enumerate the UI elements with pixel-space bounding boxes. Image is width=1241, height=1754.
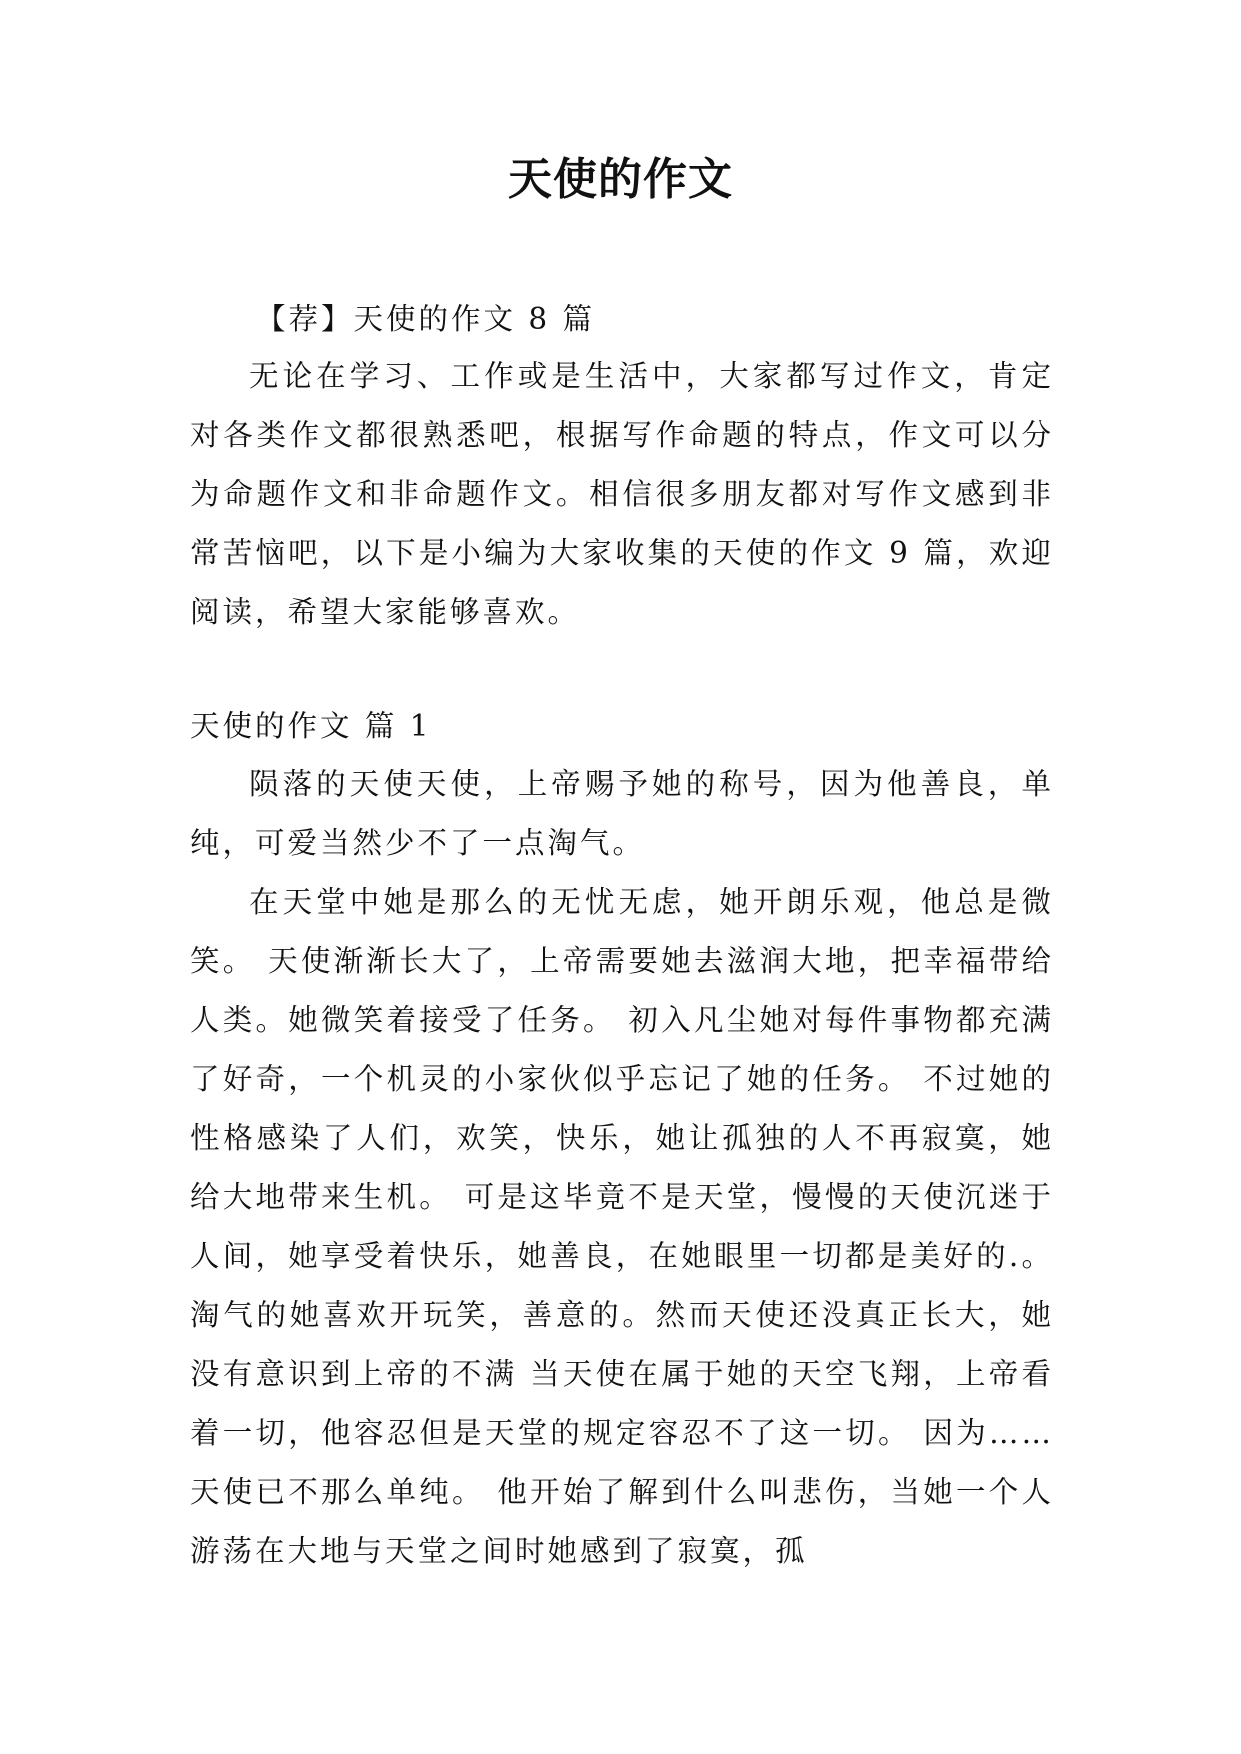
article-body xyxy=(190,755,1054,1581)
article-paragraph-2: 在天堂中她是那么的无忧无虑，她开朗乐观，他总是微笑。 天使渐渐长大了，上帝需要她去滋润大地，把幸福带给人类。她微笑着接受了任务。 初入凡尘她对每件事物都充满了好奇，一个机灵的小家伙似乎忘记了她的任务。 不过她的性格感染了人们，欢笑，快乐，她让孤独的人不再寂寞，她给大地带来生机。 可是这毕竟不是天堂，慢慢的天使沉迷于人间，她享受着快乐，她善良，在她眼里一切都是美好的.。 淘气的她喜欢开玩笑，善意的。然而天使还没真正长大，她没有意识到上帝的不满 当天使在属于她的天空飞翔，上帝看着一切，他容忍但是天堂的规定容忍不了这一切。 因为……天使已不那么单纯。 他开始了解到什么叫悲伤，当她一个人游荡在大地与天堂之间时她感到了寂寞，孤 xyxy=(190,885,1054,1568)
intro-paragraph-text: 无论在学习、工作或是生活中，大家都写过作文，肯定对各类作文都很熟悉吧，根据写作命题的特点，作文可以分为命题作文和非命题作文。相信很多朋友都对写作文感到非常苦恼吧，以下是小编为大家收集的天使的作文 9 篇，欢迎阅读，希望大家能够喜欢。 xyxy=(190,359,1054,629)
document-title: 天使的作文 xyxy=(508,154,733,205)
recommend-line: 【荐】天使的作文 8 篇 xyxy=(256,302,596,336)
section-heading: 天使的作文 篇 1 xyxy=(190,709,432,743)
article-paragraph-1: 陨落的天使天使，上帝赐予她的称号，因为他善良，单纯，可爱当然少不了一点淘气。 xyxy=(190,767,1054,860)
intro-paragraph xyxy=(190,347,1054,642)
